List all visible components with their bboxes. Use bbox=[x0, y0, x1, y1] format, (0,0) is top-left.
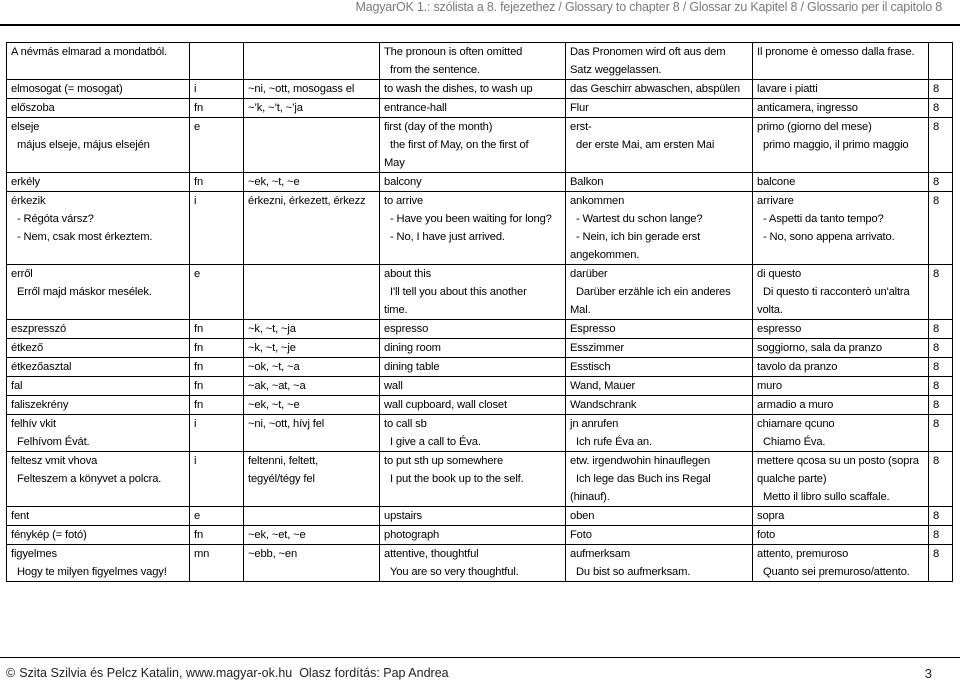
type-cell bbox=[190, 192, 244, 265]
entry-cell bbox=[7, 415, 190, 452]
forms-cell bbox=[244, 339, 380, 358]
cell-line: ~ak, ~at, ~a bbox=[248, 380, 306, 392]
forms-cell bbox=[244, 415, 380, 452]
page-header: MagyarOK 1.: szólista a 8. fejezethez / Glossary to chapter 8 / Glossar zu Kapitel 8 / Glossario per il capitolo 8 bbox=[355, 0, 942, 14]
cell-line: Mal. bbox=[570, 304, 591, 316]
chapter-cell bbox=[929, 43, 953, 80]
cell-line: armadio a muro bbox=[757, 399, 834, 411]
header-rule bbox=[0, 24, 960, 26]
german-cell bbox=[566, 173, 753, 192]
forms-cell bbox=[244, 99, 380, 118]
cell-line: fn bbox=[194, 176, 204, 188]
cell-line: - Aspetti da tanto tempo? bbox=[763, 213, 884, 225]
cell-line: Ich rufe Éva an. bbox=[576, 436, 652, 448]
type-cell bbox=[190, 43, 244, 80]
english-cell bbox=[380, 192, 566, 265]
forms-cell bbox=[244, 118, 380, 173]
cell-line: to wash the dishes, to wash up bbox=[384, 83, 533, 95]
cell-line: Chiamo Éva. bbox=[763, 436, 826, 448]
cell-line: Balkon bbox=[570, 176, 604, 188]
cell-line: - Nein, ich bin gerade erst bbox=[576, 231, 701, 243]
forms-cell bbox=[244, 265, 380, 320]
cell-line: Di questo ti racconterò un'altra bbox=[763, 286, 910, 298]
german-cell bbox=[566, 43, 753, 80]
cell-line: erről bbox=[11, 268, 33, 280]
cell-line: - No, I have just arrived. bbox=[390, 231, 505, 243]
chapter-cell bbox=[929, 377, 953, 396]
italian-cell bbox=[753, 452, 929, 507]
english-cell bbox=[380, 320, 566, 339]
cell-line: etw. irgendwohin hinauflegen bbox=[570, 455, 711, 467]
english-cell bbox=[380, 358, 566, 377]
forms-cell bbox=[244, 80, 380, 99]
english-cell bbox=[380, 118, 566, 173]
cell-line: jn anrufen bbox=[570, 418, 619, 430]
chapter-cell bbox=[929, 339, 953, 358]
cell-line: der erste Mai, am ersten Mai bbox=[576, 139, 715, 151]
cell-line: entrance-hall bbox=[384, 102, 447, 114]
cell-line: soggiorno, sala da pranzo bbox=[757, 342, 882, 354]
cell-line: 8 bbox=[933, 102, 940, 114]
table-row bbox=[7, 396, 953, 415]
cell-line: felhív vkit bbox=[11, 418, 56, 430]
italian-cell bbox=[753, 507, 929, 526]
german-cell bbox=[566, 320, 753, 339]
cell-line: I'll tell you about this another bbox=[390, 286, 527, 298]
cell-line: photograph bbox=[384, 529, 440, 541]
italian-cell bbox=[753, 173, 929, 192]
table-row bbox=[7, 99, 953, 118]
footer-translation: Olasz fordítás: Pap Andrea bbox=[299, 666, 449, 680]
cell-line: 8 bbox=[933, 361, 940, 373]
cell-line: Quanto sei premuroso/attento. bbox=[763, 566, 910, 578]
cell-line: Satz weggelassen. bbox=[570, 64, 662, 76]
cell-line: oben bbox=[570, 510, 595, 522]
cell-line: wall cupboard, wall closet bbox=[384, 399, 507, 411]
table-row bbox=[7, 507, 953, 526]
italian-cell bbox=[753, 80, 929, 99]
cell-line: espresso bbox=[757, 323, 802, 335]
italian-cell bbox=[753, 339, 929, 358]
cell-line: e bbox=[194, 510, 201, 522]
italian-cell bbox=[753, 415, 929, 452]
type-cell bbox=[190, 415, 244, 452]
english-cell bbox=[380, 396, 566, 415]
cell-line: elseje bbox=[11, 121, 40, 133]
chapter-cell bbox=[929, 118, 953, 173]
cell-line: erst- bbox=[570, 121, 592, 133]
cell-line: mettere qcosa su un posto (sopra bbox=[757, 455, 919, 467]
entry-cell bbox=[7, 118, 190, 173]
cell-line: upstairs bbox=[384, 510, 422, 522]
entry-cell bbox=[7, 192, 190, 265]
table-row bbox=[7, 377, 953, 396]
cell-line: dining table bbox=[384, 361, 440, 373]
german-cell bbox=[566, 358, 753, 377]
cell-line: Du bist so aufmerksam. bbox=[576, 566, 691, 578]
cell-line: 8 bbox=[933, 83, 940, 95]
cell-line: tegyél/tégy fel bbox=[248, 473, 315, 485]
german-cell bbox=[566, 452, 753, 507]
german-cell bbox=[566, 99, 753, 118]
type-cell bbox=[190, 99, 244, 118]
cell-line: Ich lege das Buch ins Regal bbox=[576, 473, 711, 485]
cell-line: 8 bbox=[933, 455, 940, 467]
english-cell bbox=[380, 377, 566, 396]
cell-line: to call sb bbox=[384, 418, 427, 430]
cell-line: e bbox=[194, 268, 201, 280]
cell-line: ~ebb, ~en bbox=[248, 548, 298, 560]
cell-line: balcone bbox=[757, 176, 796, 188]
cell-line: fn bbox=[194, 380, 204, 392]
cell-line: arrivare bbox=[757, 195, 794, 207]
cell-line: 8 bbox=[933, 268, 940, 280]
cell-line: May bbox=[384, 157, 405, 169]
cell-line: 8 bbox=[933, 342, 940, 354]
italian-cell bbox=[753, 526, 929, 545]
chapter-cell bbox=[929, 173, 953, 192]
cell-line: étkező bbox=[11, 342, 44, 354]
table-row bbox=[7, 118, 953, 173]
type-cell bbox=[190, 526, 244, 545]
forms-cell bbox=[244, 396, 380, 415]
chapter-cell bbox=[929, 192, 953, 265]
cell-line: fn bbox=[194, 399, 204, 411]
cell-line: about this bbox=[384, 268, 432, 280]
type-cell bbox=[190, 339, 244, 358]
cell-line: primo maggio, il primo maggio bbox=[763, 139, 909, 151]
page-number: 3 bbox=[924, 666, 932, 681]
italian-cell bbox=[753, 118, 929, 173]
cell-line: - Have you been waiting for long? bbox=[390, 213, 552, 225]
table-row bbox=[7, 265, 953, 320]
cell-line: 8 bbox=[933, 399, 940, 411]
cell-line: Felhívom Évát. bbox=[17, 436, 90, 448]
type-cell bbox=[190, 80, 244, 99]
cell-line: Darüber erzähle ich ein anderes bbox=[576, 286, 731, 298]
german-cell bbox=[566, 192, 753, 265]
cell-line: e bbox=[194, 121, 201, 133]
cell-line: to arrive bbox=[384, 195, 424, 207]
type-cell bbox=[190, 452, 244, 507]
forms-cell bbox=[244, 377, 380, 396]
cell-line: i bbox=[194, 195, 197, 207]
cell-line: darüber bbox=[570, 268, 608, 280]
cell-line: 8 bbox=[933, 176, 940, 188]
cell-line: Il pronome è omesso dalla frase. bbox=[757, 46, 915, 58]
english-cell bbox=[380, 43, 566, 80]
cell-line: előszoba bbox=[11, 102, 55, 114]
type-cell bbox=[190, 396, 244, 415]
cell-line: 8 bbox=[933, 195, 940, 207]
entry-cell bbox=[7, 320, 190, 339]
type-cell bbox=[190, 377, 244, 396]
german-cell bbox=[566, 545, 753, 582]
cell-line: fal bbox=[11, 380, 23, 392]
italian-cell bbox=[753, 396, 929, 415]
english-cell bbox=[380, 265, 566, 320]
cell-line: I give a call to Éva. bbox=[390, 436, 481, 448]
italian-cell bbox=[753, 99, 929, 118]
table-row bbox=[7, 339, 953, 358]
german-cell bbox=[566, 526, 753, 545]
footer-credit: Szita Szilvia és Pelcz Katalin, www.magyar-ok.hu bbox=[19, 666, 293, 680]
cell-line: - Wartest du schon lange? bbox=[576, 213, 703, 225]
english-cell bbox=[380, 80, 566, 99]
cell-line: tavolo da pranzo bbox=[757, 361, 838, 373]
cell-line: Hogy te milyen figyelmes vagy! bbox=[17, 566, 167, 578]
cell-line: ~k, ~t, ~ja bbox=[248, 323, 296, 335]
cell-line: The pronoun is often omitted bbox=[384, 46, 523, 58]
cell-line: érkezni, érkezett, érkezz bbox=[248, 195, 366, 207]
cell-line: time. bbox=[384, 304, 408, 316]
forms-cell bbox=[244, 192, 380, 265]
cell-line: feltesz vmit vhova bbox=[11, 455, 98, 467]
chapter-cell bbox=[929, 320, 953, 339]
forms-cell bbox=[244, 358, 380, 377]
cell-line: Espresso bbox=[570, 323, 616, 335]
german-cell bbox=[566, 415, 753, 452]
cell-line: erkély bbox=[11, 176, 40, 188]
cell-line: Wandschrank bbox=[570, 399, 637, 411]
cell-line: the first of May, on the first of bbox=[390, 139, 529, 151]
type-cell bbox=[190, 358, 244, 377]
cell-line: A névmás elmarad a mondatból. bbox=[11, 46, 168, 58]
entry-cell bbox=[7, 339, 190, 358]
chapter-cell bbox=[929, 265, 953, 320]
entry-cell bbox=[7, 80, 190, 99]
english-cell bbox=[380, 526, 566, 545]
cell-line: ankommen bbox=[570, 195, 625, 207]
cell-line: - Nem, csak most érkeztem. bbox=[17, 231, 153, 243]
forms-cell bbox=[244, 173, 380, 192]
chapter-cell bbox=[929, 452, 953, 507]
cell-line: ~ek, ~t, ~e bbox=[248, 399, 300, 411]
english-cell bbox=[380, 339, 566, 358]
cell-line: Esszimmer bbox=[570, 342, 624, 354]
cell-line: di questo bbox=[757, 268, 802, 280]
cell-line: 8 bbox=[933, 121, 940, 133]
type-cell bbox=[190, 173, 244, 192]
table-row bbox=[7, 43, 953, 80]
cell-line: You are so very thoughtful. bbox=[390, 566, 519, 578]
table-row bbox=[7, 358, 953, 377]
cell-line: volta. bbox=[757, 304, 783, 316]
german-cell bbox=[566, 377, 753, 396]
cell-line: Das Pronomen wird oft aus dem bbox=[570, 46, 726, 58]
forms-cell bbox=[244, 452, 380, 507]
entry-cell bbox=[7, 43, 190, 80]
italian-cell bbox=[753, 43, 929, 80]
forms-cell bbox=[244, 320, 380, 339]
german-cell bbox=[566, 396, 753, 415]
cell-line: - No, sono appena arrivato. bbox=[763, 231, 895, 243]
chapter-cell bbox=[929, 526, 953, 545]
cell-line: Foto bbox=[570, 529, 592, 541]
type-cell bbox=[190, 118, 244, 173]
footer bbox=[6, 666, 449, 680]
italian-cell bbox=[753, 377, 929, 396]
entry-cell bbox=[7, 452, 190, 507]
cell-line: Flur bbox=[570, 102, 589, 114]
cell-line: anticamera, ingresso bbox=[757, 102, 858, 114]
cell-line: fn bbox=[194, 361, 204, 373]
german-cell bbox=[566, 265, 753, 320]
english-cell bbox=[380, 545, 566, 582]
english-cell bbox=[380, 173, 566, 192]
cell-line: étkezőasztal bbox=[11, 361, 72, 373]
italian-cell bbox=[753, 358, 929, 377]
german-cell bbox=[566, 80, 753, 99]
entry-cell bbox=[7, 173, 190, 192]
cell-line: lavare i piatti bbox=[757, 83, 818, 95]
table-row bbox=[7, 173, 953, 192]
chapter-cell bbox=[929, 507, 953, 526]
cell-line: (hinauf). bbox=[570, 491, 610, 503]
cell-line: attento, premuroso bbox=[757, 548, 849, 560]
forms-cell bbox=[244, 526, 380, 545]
forms-cell bbox=[244, 43, 380, 80]
table-row bbox=[7, 192, 953, 265]
english-cell bbox=[380, 452, 566, 507]
cell-line: qualche parte) bbox=[757, 473, 827, 485]
entry-cell bbox=[7, 265, 190, 320]
cell-line: Erről majd máskor mesélek. bbox=[17, 286, 152, 298]
cell-line: muro bbox=[757, 380, 782, 392]
glossary-body bbox=[7, 43, 953, 582]
table-row bbox=[7, 545, 953, 582]
cell-line: balcony bbox=[384, 176, 422, 188]
cell-line: mn bbox=[194, 548, 210, 560]
italian-cell bbox=[753, 192, 929, 265]
cell-line: chiamare qcuno bbox=[757, 418, 835, 430]
cell-line: I put the book up to the self. bbox=[390, 473, 524, 485]
german-cell bbox=[566, 118, 753, 173]
cell-line: 8 bbox=[933, 418, 940, 430]
cell-line: Metto il libro sullo scaffale. bbox=[763, 491, 890, 503]
entry-cell bbox=[7, 396, 190, 415]
glossary-table bbox=[6, 42, 953, 582]
cell-line: fn bbox=[194, 323, 204, 335]
copyright-icon: © bbox=[6, 666, 16, 680]
cell-line: ~ni, ~ott, mosogass el bbox=[248, 83, 355, 95]
english-cell bbox=[380, 415, 566, 452]
cell-line: ~k, ~t, ~je bbox=[248, 342, 296, 354]
cell-line: i bbox=[194, 455, 197, 467]
cell-line: Felteszem a könyvet a polcra. bbox=[17, 473, 162, 485]
entry-cell bbox=[7, 358, 190, 377]
chapter-cell bbox=[929, 545, 953, 582]
cell-line: faliszekrény bbox=[11, 399, 69, 411]
type-cell bbox=[190, 320, 244, 339]
cell-line: first (day of the month) bbox=[384, 121, 493, 133]
footer-rule bbox=[0, 657, 960, 658]
italian-cell bbox=[753, 265, 929, 320]
cell-line: wall bbox=[384, 380, 403, 392]
cell-line: ~’k, ~’t, ~’ja bbox=[248, 102, 303, 114]
cell-line: figyelmes bbox=[11, 548, 57, 560]
cell-line: május elseje, május elsején bbox=[17, 139, 150, 151]
cell-line: 8 bbox=[933, 380, 940, 392]
cell-line: ~ni, ~ott, hívj fel bbox=[248, 418, 325, 430]
cell-line: 8 bbox=[933, 529, 940, 541]
cell-line: attentive, thoughtful bbox=[384, 548, 479, 560]
cell-line: i bbox=[194, 83, 197, 95]
cell-line: dining room bbox=[384, 342, 441, 354]
german-cell bbox=[566, 507, 753, 526]
english-cell bbox=[380, 99, 566, 118]
cell-line: from the sentence. bbox=[390, 64, 480, 76]
table-row bbox=[7, 320, 953, 339]
chapter-cell bbox=[929, 99, 953, 118]
table-row bbox=[7, 452, 953, 507]
cell-line: ~ek, ~t, ~e bbox=[248, 176, 300, 188]
cell-line: Esstisch bbox=[570, 361, 611, 373]
type-cell bbox=[190, 265, 244, 320]
cell-line: to put sth up somewhere bbox=[384, 455, 504, 467]
chapter-cell bbox=[929, 80, 953, 99]
cell-line: fn bbox=[194, 342, 204, 354]
chapter-cell bbox=[929, 415, 953, 452]
cell-line: ~ok, ~t, ~a bbox=[248, 361, 300, 373]
forms-cell bbox=[244, 545, 380, 582]
cell-line: - Régóta vársz? bbox=[17, 213, 94, 225]
cell-line: sopra bbox=[757, 510, 785, 522]
italian-cell bbox=[753, 320, 929, 339]
cell-line: ~ek, ~et, ~e bbox=[248, 529, 306, 541]
entry-cell bbox=[7, 545, 190, 582]
entry-cell bbox=[7, 99, 190, 118]
type-cell bbox=[190, 507, 244, 526]
english-cell bbox=[380, 507, 566, 526]
cell-line: aufmerksam bbox=[570, 548, 631, 560]
cell-line: eszpresszó bbox=[11, 323, 67, 335]
forms-cell bbox=[244, 507, 380, 526]
cell-line: feltenni, feltett, bbox=[248, 455, 319, 467]
cell-line: Wand, Mauer bbox=[570, 380, 636, 392]
cell-line: fn bbox=[194, 529, 204, 541]
cell-line: 8 bbox=[933, 510, 940, 522]
chapter-cell bbox=[929, 396, 953, 415]
table-row bbox=[7, 80, 953, 99]
italian-cell bbox=[753, 545, 929, 582]
cell-line: espresso bbox=[384, 323, 429, 335]
glossary-table-container bbox=[6, 42, 952, 582]
table-row bbox=[7, 526, 953, 545]
entry-cell bbox=[7, 377, 190, 396]
cell-line: fent bbox=[11, 510, 30, 522]
cell-line: elmosogat (= mosogat) bbox=[11, 83, 123, 95]
cell-line: érkezik bbox=[11, 195, 46, 207]
cell-line: angekommen. bbox=[570, 249, 640, 261]
cell-line: foto bbox=[757, 529, 776, 541]
cell-line: fn bbox=[194, 102, 204, 114]
chapter-cell bbox=[929, 358, 953, 377]
cell-line: 8 bbox=[933, 548, 940, 560]
german-cell bbox=[566, 339, 753, 358]
cell-line: i bbox=[194, 418, 197, 430]
cell-line: das Geschirr abwaschen, abspülen bbox=[570, 83, 740, 95]
cell-line: primo (giorno del mese) bbox=[757, 121, 872, 133]
type-cell bbox=[190, 545, 244, 582]
entry-cell bbox=[7, 507, 190, 526]
cell-line: 8 bbox=[933, 323, 940, 335]
table-row bbox=[7, 415, 953, 452]
cell-line: fénykép (= fotó) bbox=[11, 529, 87, 541]
entry-cell bbox=[7, 526, 190, 545]
